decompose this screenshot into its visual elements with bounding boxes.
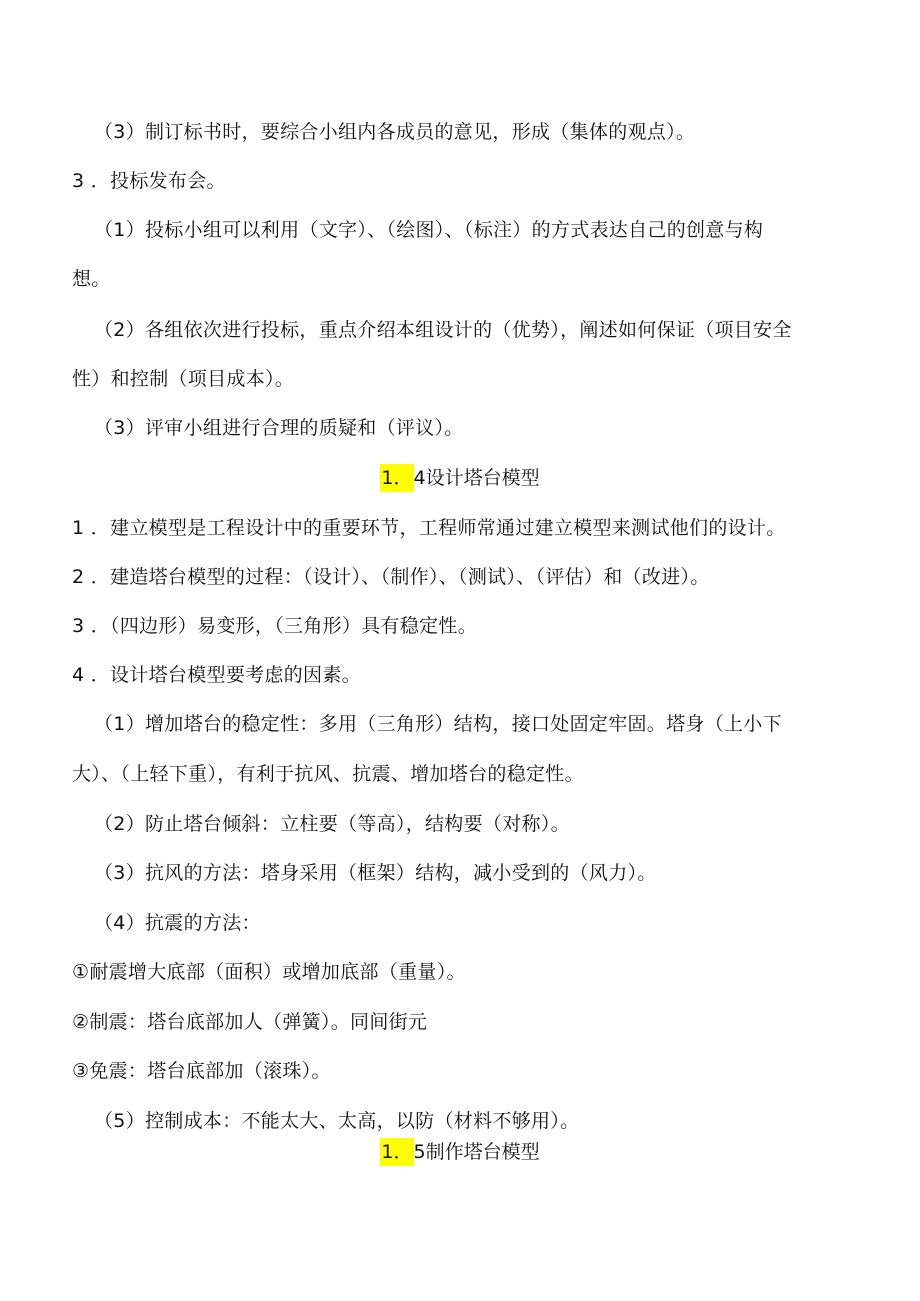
heading-text: 4设计塔台模型	[413, 467, 540, 489]
heading-make-tower	[0, 1138, 920, 1166]
paragraph-wind-resistance: （3）抗风的方法：塔身采用（框架）结构，减小受到的（风力）。	[94, 862, 657, 884]
paragraph-bid-writing: （3）制订标书时，要综合小组内各成员的意见，形成（集体的观点）。	[94, 121, 696, 143]
paragraph-cost-control: （5）控制成本：不能太大、太高，以防（材料不够用）。	[94, 1110, 580, 1132]
section-bid-conference: 3 ．投标发布会。	[72, 170, 226, 192]
paragraph-earthquake-methods: （4）抗震的方法：	[94, 912, 261, 934]
paragraph-review: （3）评审小组进行合理的质疑和（评议）。	[94, 417, 464, 439]
paragraph-prevent-tilt: （2）防止塔台倾斜：立柱要（等高），结构要（对称）。	[94, 813, 570, 835]
list-item-seismic-control: ②制震：塔台底部加人（弹簧）。同间街元	[72, 1011, 428, 1033]
item-model-importance: 1 ．建立模型是工程设计中的重要环节，工程师常通过建立模型来测试他们的设计。	[72, 517, 786, 539]
paragraph-stability-2: 大）、（上轻下重），有利于抗风、抗震、增加塔台的稳定性。	[72, 763, 584, 785]
heading-design-tower	[0, 464, 920, 492]
item-build-process: 2 ．建造塔台模型的过程：（设计）、（制作）、（测试）、（评估）和（改进）。	[72, 566, 710, 588]
list-item-seismic-isolation: ③免震：塔台底部加（滚珠）。	[72, 1060, 331, 1082]
paragraph-stability-1: （1）增加塔台的稳定性：多用（三角形）结构，接口处固定牢固。塔身（上小下	[94, 713, 782, 735]
item-design-factors: 4 ．设计塔台模型要考虑的因素。	[72, 664, 361, 686]
highlight-mark: 1．	[380, 464, 413, 492]
paragraph-bid-order-1: （2）各组依次进行投标，重点介绍本组设计的（优势），阐述如何保证（项目安全	[94, 319, 792, 341]
paragraph-bid-expression-2: 想。	[72, 268, 111, 290]
highlight-mark: 1．	[380, 1138, 413, 1166]
paragraph-bid-expression-1: （1）投标小组可以利用（文字）、（绘图）、（标注）的方式表达自己的创意与构	[94, 219, 764, 241]
paragraph-bid-order-2: 性）和控制（项目成本）。	[72, 368, 295, 390]
heading-text: 5制作塔台模型	[413, 1141, 540, 1163]
list-item-seismic-resistance: ①耐震增大底部（面积）或增加底部（重量）。	[72, 961, 466, 983]
item-shape-stability: 3 ．（四边形）易变形，（三角形）具有稳定性。	[72, 615, 478, 637]
